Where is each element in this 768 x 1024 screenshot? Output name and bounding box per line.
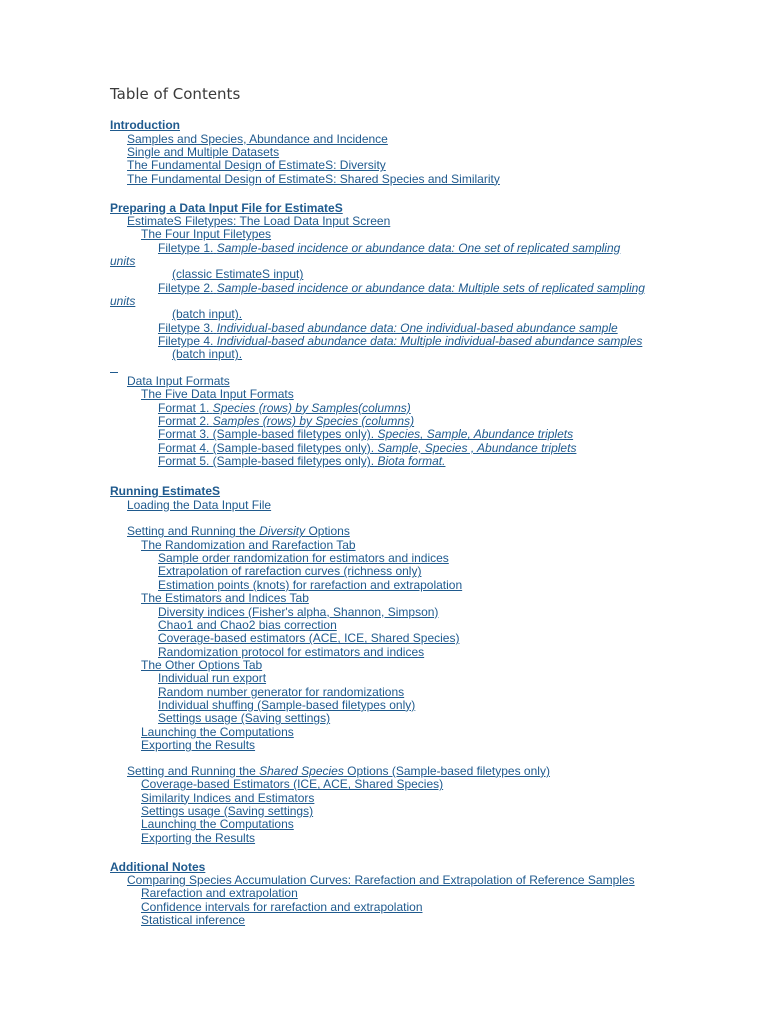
toc-link-label: Filetype 3. bbox=[158, 320, 214, 335]
toc-link-title: Species, Sample, Abundance triplets bbox=[377, 427, 574, 442]
toc-row bbox=[0, 659, 768, 672]
toc-link-text: Setting and Running the bbox=[127, 524, 260, 539]
toc-link-coverage-based-estimators[interactable]: Coverage-based estimators (ACE, ICE, Shared Species) bbox=[158, 631, 460, 646]
toc-row bbox=[0, 805, 768, 818]
toc-row bbox=[0, 914, 768, 927]
toc-link-title: Individual-based abundance data: One individual-based abundance sample bbox=[216, 320, 618, 335]
toc-link-title: units bbox=[110, 294, 136, 309]
toc-row bbox=[0, 308, 768, 321]
toc-link-five-data-input-formats[interactable]: The Five Data Input Formats bbox=[141, 387, 294, 402]
toc-row bbox=[0, 362, 768, 375]
toc-link-settings-usage-shared[interactable]: Settings usage (Saving settings) bbox=[141, 803, 314, 818]
toc-link-label: Format 5. (Sample-based filetypes only). bbox=[158, 454, 375, 469]
toc-row bbox=[0, 402, 768, 415]
toc-heading-running-estimates[interactable]: Running EstimateS bbox=[110, 484, 221, 499]
toc-link-format-4[interactable] bbox=[158, 441, 576, 455]
toc-row bbox=[0, 282, 768, 295]
page-title: Table of Contents bbox=[110, 85, 241, 103]
toc-link-exporting-results-shared[interactable]: Exporting the Results bbox=[141, 830, 256, 845]
toc-row bbox=[0, 699, 768, 712]
toc-link-diversity-options[interactable] bbox=[127, 524, 350, 538]
toc-link-title: Species (rows) by Samples(columns) bbox=[212, 400, 411, 415]
toc-link-randomization-protocol[interactable]: Randomization protocol for estimators and indices bbox=[158, 644, 425, 659]
toc-row bbox=[0, 765, 768, 778]
toc-row bbox=[0, 202, 768, 215]
toc-link-format-1[interactable] bbox=[158, 401, 411, 415]
toc-row bbox=[0, 565, 768, 578]
toc-row bbox=[0, 159, 768, 172]
toc-row bbox=[0, 778, 768, 791]
toc-link-other-options-tab[interactable]: The Other Options Tab bbox=[141, 657, 263, 672]
toc-link-samples-and-species[interactable]: Samples and Species, Abundance and Incidence bbox=[127, 131, 388, 146]
toc-link-filetype-2-continued[interactable] bbox=[110, 294, 135, 308]
toc-link-filetype-1-continued[interactable] bbox=[110, 254, 135, 268]
toc-heading-introduction[interactable]: Introduction bbox=[110, 118, 180, 133]
toc-row bbox=[0, 455, 768, 468]
section-spacer bbox=[0, 468, 768, 485]
toc-link-title: Sample-based incidence or abundance data: Multiple sets of replicated sampling bbox=[216, 280, 645, 295]
toc-row bbox=[0, 119, 768, 132]
toc-row bbox=[0, 539, 768, 552]
toc-row bbox=[0, 832, 768, 845]
toc-link-individual-shuffling[interactable]: Individual shuffing (Sample-based filetypes only) bbox=[158, 697, 416, 712]
toc-row bbox=[0, 242, 768, 255]
toc-row bbox=[0, 215, 768, 228]
toc-link-diversity-indices[interactable]: Diversity indices (Fisher's alpha, Shannon, Simpson) bbox=[158, 604, 439, 619]
toc-row bbox=[0, 874, 768, 887]
toc-link-exporting-results[interactable]: Exporting the Results bbox=[141, 737, 256, 752]
toc-row bbox=[0, 133, 768, 146]
toc-link-filetype-2[interactable] bbox=[158, 281, 645, 295]
toc-link-label: Format 3. (Sample-based filetypes only). bbox=[158, 427, 375, 442]
toc-row bbox=[0, 388, 768, 401]
toc-row bbox=[0, 606, 768, 619]
toc-link-random-number-generator[interactable]: Random number generator for randomizations bbox=[158, 684, 405, 699]
toc-row bbox=[0, 672, 768, 685]
toc-link-format-2[interactable] bbox=[158, 414, 414, 428]
toc-row bbox=[0, 295, 768, 308]
toc-link-filetype-1[interactable] bbox=[158, 241, 620, 255]
toc-link-coverage-based-estimators-shared[interactable]: Coverage-based Estimators (ICE, ACE, Shared Species) bbox=[141, 777, 444, 792]
toc-row bbox=[0, 818, 768, 831]
toc-link-label: Filetype 1. bbox=[158, 240, 214, 255]
toc-link-format-5[interactable] bbox=[158, 454, 445, 468]
toc-link-text: Setting and Running the bbox=[127, 763, 260, 778]
toc-link-sample-order-randomization[interactable]: Sample order randomization for estimators and indices bbox=[158, 551, 449, 566]
toc-row bbox=[0, 146, 768, 159]
toc-link-title: units bbox=[110, 253, 136, 268]
toc-link-randomization-rarefaction-tab[interactable]: The Randomization and Rarefaction Tab bbox=[141, 537, 356, 552]
toc-link-text: Options bbox=[305, 524, 350, 539]
toc-link-label: Filetype 4. bbox=[158, 334, 214, 349]
toc-link-data-input-formats[interactable]: Data Input Formats bbox=[127, 374, 230, 389]
toc-link-single-and-multiple-datasets[interactable]: Single and Multiple Datasets bbox=[127, 144, 280, 159]
toc-row bbox=[0, 428, 768, 441]
toc-link-label: Format 1. bbox=[158, 400, 210, 415]
toc-row bbox=[0, 228, 768, 241]
toc-row bbox=[0, 792, 768, 805]
section-spacer bbox=[0, 186, 768, 202]
toc-link-format-3[interactable] bbox=[158, 427, 573, 441]
toc-link-estimators-indices-tab[interactable]: The Estimators and Indices Tab bbox=[141, 591, 309, 606]
toc-link-rarefaction-extrapolation[interactable]: Rarefaction and extrapolation bbox=[141, 886, 298, 901]
toc-row bbox=[0, 525, 768, 538]
toc-link-shared-species-options[interactable] bbox=[127, 764, 550, 778]
toc-link-chao-bias-correction[interactable]: Chao1 and Chao2 bias correction bbox=[158, 617, 337, 632]
toc-link-filetype-3[interactable] bbox=[158, 321, 618, 335]
toc-link-label: Filetype 2. bbox=[158, 280, 214, 295]
toc-link-loading-data-input-file[interactable]: Loading the Data Input File bbox=[127, 497, 272, 512]
toc-row bbox=[0, 499, 768, 512]
toc-row bbox=[0, 579, 768, 592]
toc-row bbox=[0, 632, 768, 645]
toc-link-title: Sample-based incidence or abundance data: One set of replicated sampling bbox=[216, 240, 621, 255]
toc-link-title: Individual-based abundance data: Multiple individual-based abundance samples bbox=[216, 334, 643, 349]
toc-row bbox=[0, 887, 768, 900]
toc-row bbox=[0, 646, 768, 659]
toc-link-title: Sample, Species , Abundance triplets bbox=[377, 440, 577, 455]
toc-link-similarity-indices[interactable]: Similarity Indices and Estimators bbox=[141, 790, 315, 805]
toc-link-label: Format 2. bbox=[158, 414, 210, 429]
toc-row bbox=[0, 619, 768, 632]
blank-link[interactable] bbox=[110, 362, 118, 373]
table-of-contents bbox=[0, 119, 768, 927]
toc-link-emphasis: Diversity bbox=[259, 524, 306, 539]
toc-row bbox=[0, 268, 768, 281]
toc-link-filetypes-load-screen[interactable]: EstimateS Filetypes: The Load Data Input Screen bbox=[127, 213, 391, 228]
toc-row bbox=[0, 739, 768, 752]
toc-row bbox=[0, 442, 768, 455]
toc-row bbox=[0, 726, 768, 739]
toc-row bbox=[0, 335, 768, 348]
toc-row bbox=[0, 861, 768, 874]
toc-link-confidence-intervals[interactable]: Confidence intervals for rarefaction and extrapolation bbox=[141, 899, 423, 914]
toc-link-text: Options (Sample-based filetypes only) bbox=[343, 763, 550, 778]
section-spacer bbox=[0, 512, 768, 526]
toc-heading-preparing-data-input[interactable]: Preparing a Data Input File for EstimateS bbox=[110, 200, 343, 215]
toc-link-launching-computations-shared[interactable]: Launching the Computations bbox=[141, 817, 294, 832]
toc-row bbox=[0, 375, 768, 388]
toc-link-design-diversity[interactable]: The Fundamental Design of EstimateS: Diversity bbox=[127, 158, 386, 173]
toc-row bbox=[0, 322, 768, 335]
toc-link-title: Biota format. bbox=[377, 454, 446, 469]
toc-link-filetype-2-note[interactable]: (batch input). bbox=[172, 307, 243, 322]
toc-link-design-shared-species[interactable]: The Fundamental Design of EstimateS: Shared Species and Similarity bbox=[127, 171, 500, 186]
section-spacer bbox=[0, 845, 768, 861]
toc-link-estimation-points[interactable]: Estimation points (knots) for rarefaction and extrapolation bbox=[158, 577, 463, 592]
toc-link-label: Format 4. (Sample-based filetypes only). bbox=[158, 440, 375, 455]
toc-link-title: Samples (rows) by Species (columns) bbox=[212, 414, 415, 429]
toc-link-four-input-filetypes[interactable]: The Four Input Filetypes bbox=[141, 227, 272, 242]
toc-link-emphasis: Shared Species bbox=[259, 763, 344, 778]
toc-link-launching-computations[interactable]: Launching the Computations bbox=[141, 724, 294, 739]
toc-row bbox=[0, 552, 768, 565]
toc-row bbox=[0, 592, 768, 605]
toc-row bbox=[0, 686, 768, 699]
toc-row bbox=[0, 173, 768, 186]
toc-row bbox=[0, 348, 768, 361]
toc-row bbox=[0, 415, 768, 428]
toc-link-filetype-4-note[interactable]: (batch input). bbox=[172, 347, 243, 362]
toc-row bbox=[0, 901, 768, 914]
toc-link-filetype-4[interactable] bbox=[158, 334, 642, 348]
toc-link-individual-run-export[interactable]: Individual run export bbox=[158, 671, 267, 686]
toc-link-comparing-curves[interactable]: Comparing Species Accumulation Curves: Rarefaction and Extrapolation of Reference Samples bbox=[127, 872, 635, 887]
toc-row bbox=[0, 485, 768, 498]
toc-link-extrapolation-rarefaction[interactable]: Extrapolation of rarefaction curves (richness only) bbox=[158, 564, 422, 579]
toc-link-statistical-inference[interactable]: Statistical inference bbox=[141, 912, 246, 927]
toc-row bbox=[0, 255, 768, 268]
toc-link-filetype-1-note[interactable]: (classic EstimateS input) bbox=[172, 267, 304, 282]
toc-heading-additional-notes[interactable]: Additional Notes bbox=[110, 859, 206, 874]
toc-link-settings-usage[interactable]: Settings usage (Saving settings) bbox=[158, 711, 331, 726]
toc-row bbox=[0, 712, 768, 725]
